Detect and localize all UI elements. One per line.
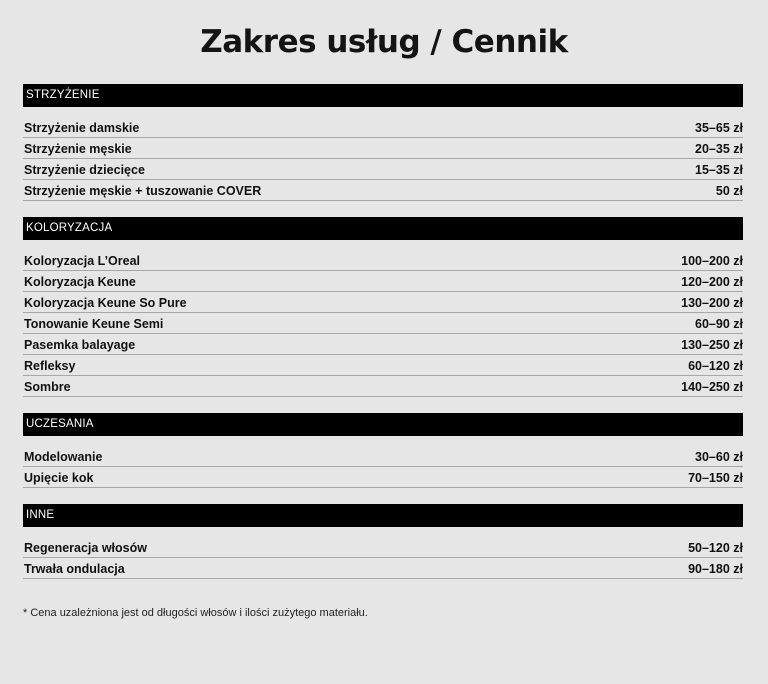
service-price: 70–150 zł <box>688 471 743 485</box>
service-name: Koloryzacja L’Oreal <box>24 254 141 268</box>
price-row <box>23 292 743 313</box>
service-name: Strzyżenie damskie <box>24 121 140 135</box>
service-price: 130–200 zł <box>681 296 743 310</box>
service-price: 100–200 zł <box>681 254 743 268</box>
service-price: 130–250 zł <box>681 338 743 352</box>
service-price: 90–180 zł <box>688 562 743 576</box>
price-list <box>23 84 743 595</box>
service-name: Strzyżenie dziecięce <box>24 163 145 177</box>
price-row <box>23 446 743 467</box>
service-price: 60–120 zł <box>688 359 743 373</box>
service-name: Modelowanie <box>24 450 103 464</box>
service-name: Trwała ondulacja <box>24 562 125 576</box>
service-name: Tonowanie Keune Semi <box>24 317 164 331</box>
section-inne <box>23 504 743 579</box>
price-row <box>23 250 743 271</box>
section-strzyzenie <box>23 84 743 201</box>
service-price: 50–120 zł <box>688 541 743 555</box>
price-row <box>23 313 743 334</box>
price-row <box>23 558 743 579</box>
price-row <box>23 138 743 159</box>
service-name: Koloryzacja Keune So Pure <box>24 296 187 310</box>
service-price: 50 zł <box>715 184 743 198</box>
service-name: Upięcie kok <box>24 471 94 485</box>
service-price: 60–90 zł <box>695 317 743 331</box>
service-price: 20–35 zł <box>695 142 743 156</box>
service-name: Sombre <box>24 380 71 394</box>
service-price: 140–250 zł <box>681 380 743 394</box>
price-row <box>23 376 743 397</box>
section-uczesania <box>23 413 743 488</box>
service-name: Strzyżenie męskie <box>24 142 132 156</box>
price-row <box>23 355 743 376</box>
section-header: KOLORYZACJA <box>23 217 743 240</box>
section-header: STRZYŻENIE <box>23 84 743 107</box>
price-row <box>23 117 743 138</box>
service-name: Regeneracja włosów <box>24 541 147 555</box>
service-name: Refleksy <box>24 359 76 373</box>
price-row <box>23 537 743 558</box>
price-row <box>23 180 743 201</box>
price-row <box>23 467 743 488</box>
price-row <box>23 271 743 292</box>
service-price: 35–65 zł <box>695 121 743 135</box>
price-row <box>23 334 743 355</box>
section-koloryzacja <box>23 217 743 397</box>
service-price: 120–200 zł <box>681 275 743 289</box>
section-header: INNE <box>23 504 743 527</box>
service-price: 15–35 zł <box>695 163 743 177</box>
service-name: Strzyżenie męskie + tuszowanie COVER <box>24 184 262 198</box>
page-title: Zakres usług / Cennik <box>200 24 568 60</box>
footnote: * Cena uzależniona jest od długości włosów i ilości zużytego materiału. <box>23 607 368 619</box>
service-price: 30–60 zł <box>695 450 743 464</box>
price-row <box>23 159 743 180</box>
service-name: Koloryzacja Keune <box>24 275 136 289</box>
section-header: UCZESANIA <box>23 413 743 436</box>
service-name: Pasemka balayage <box>24 338 136 352</box>
